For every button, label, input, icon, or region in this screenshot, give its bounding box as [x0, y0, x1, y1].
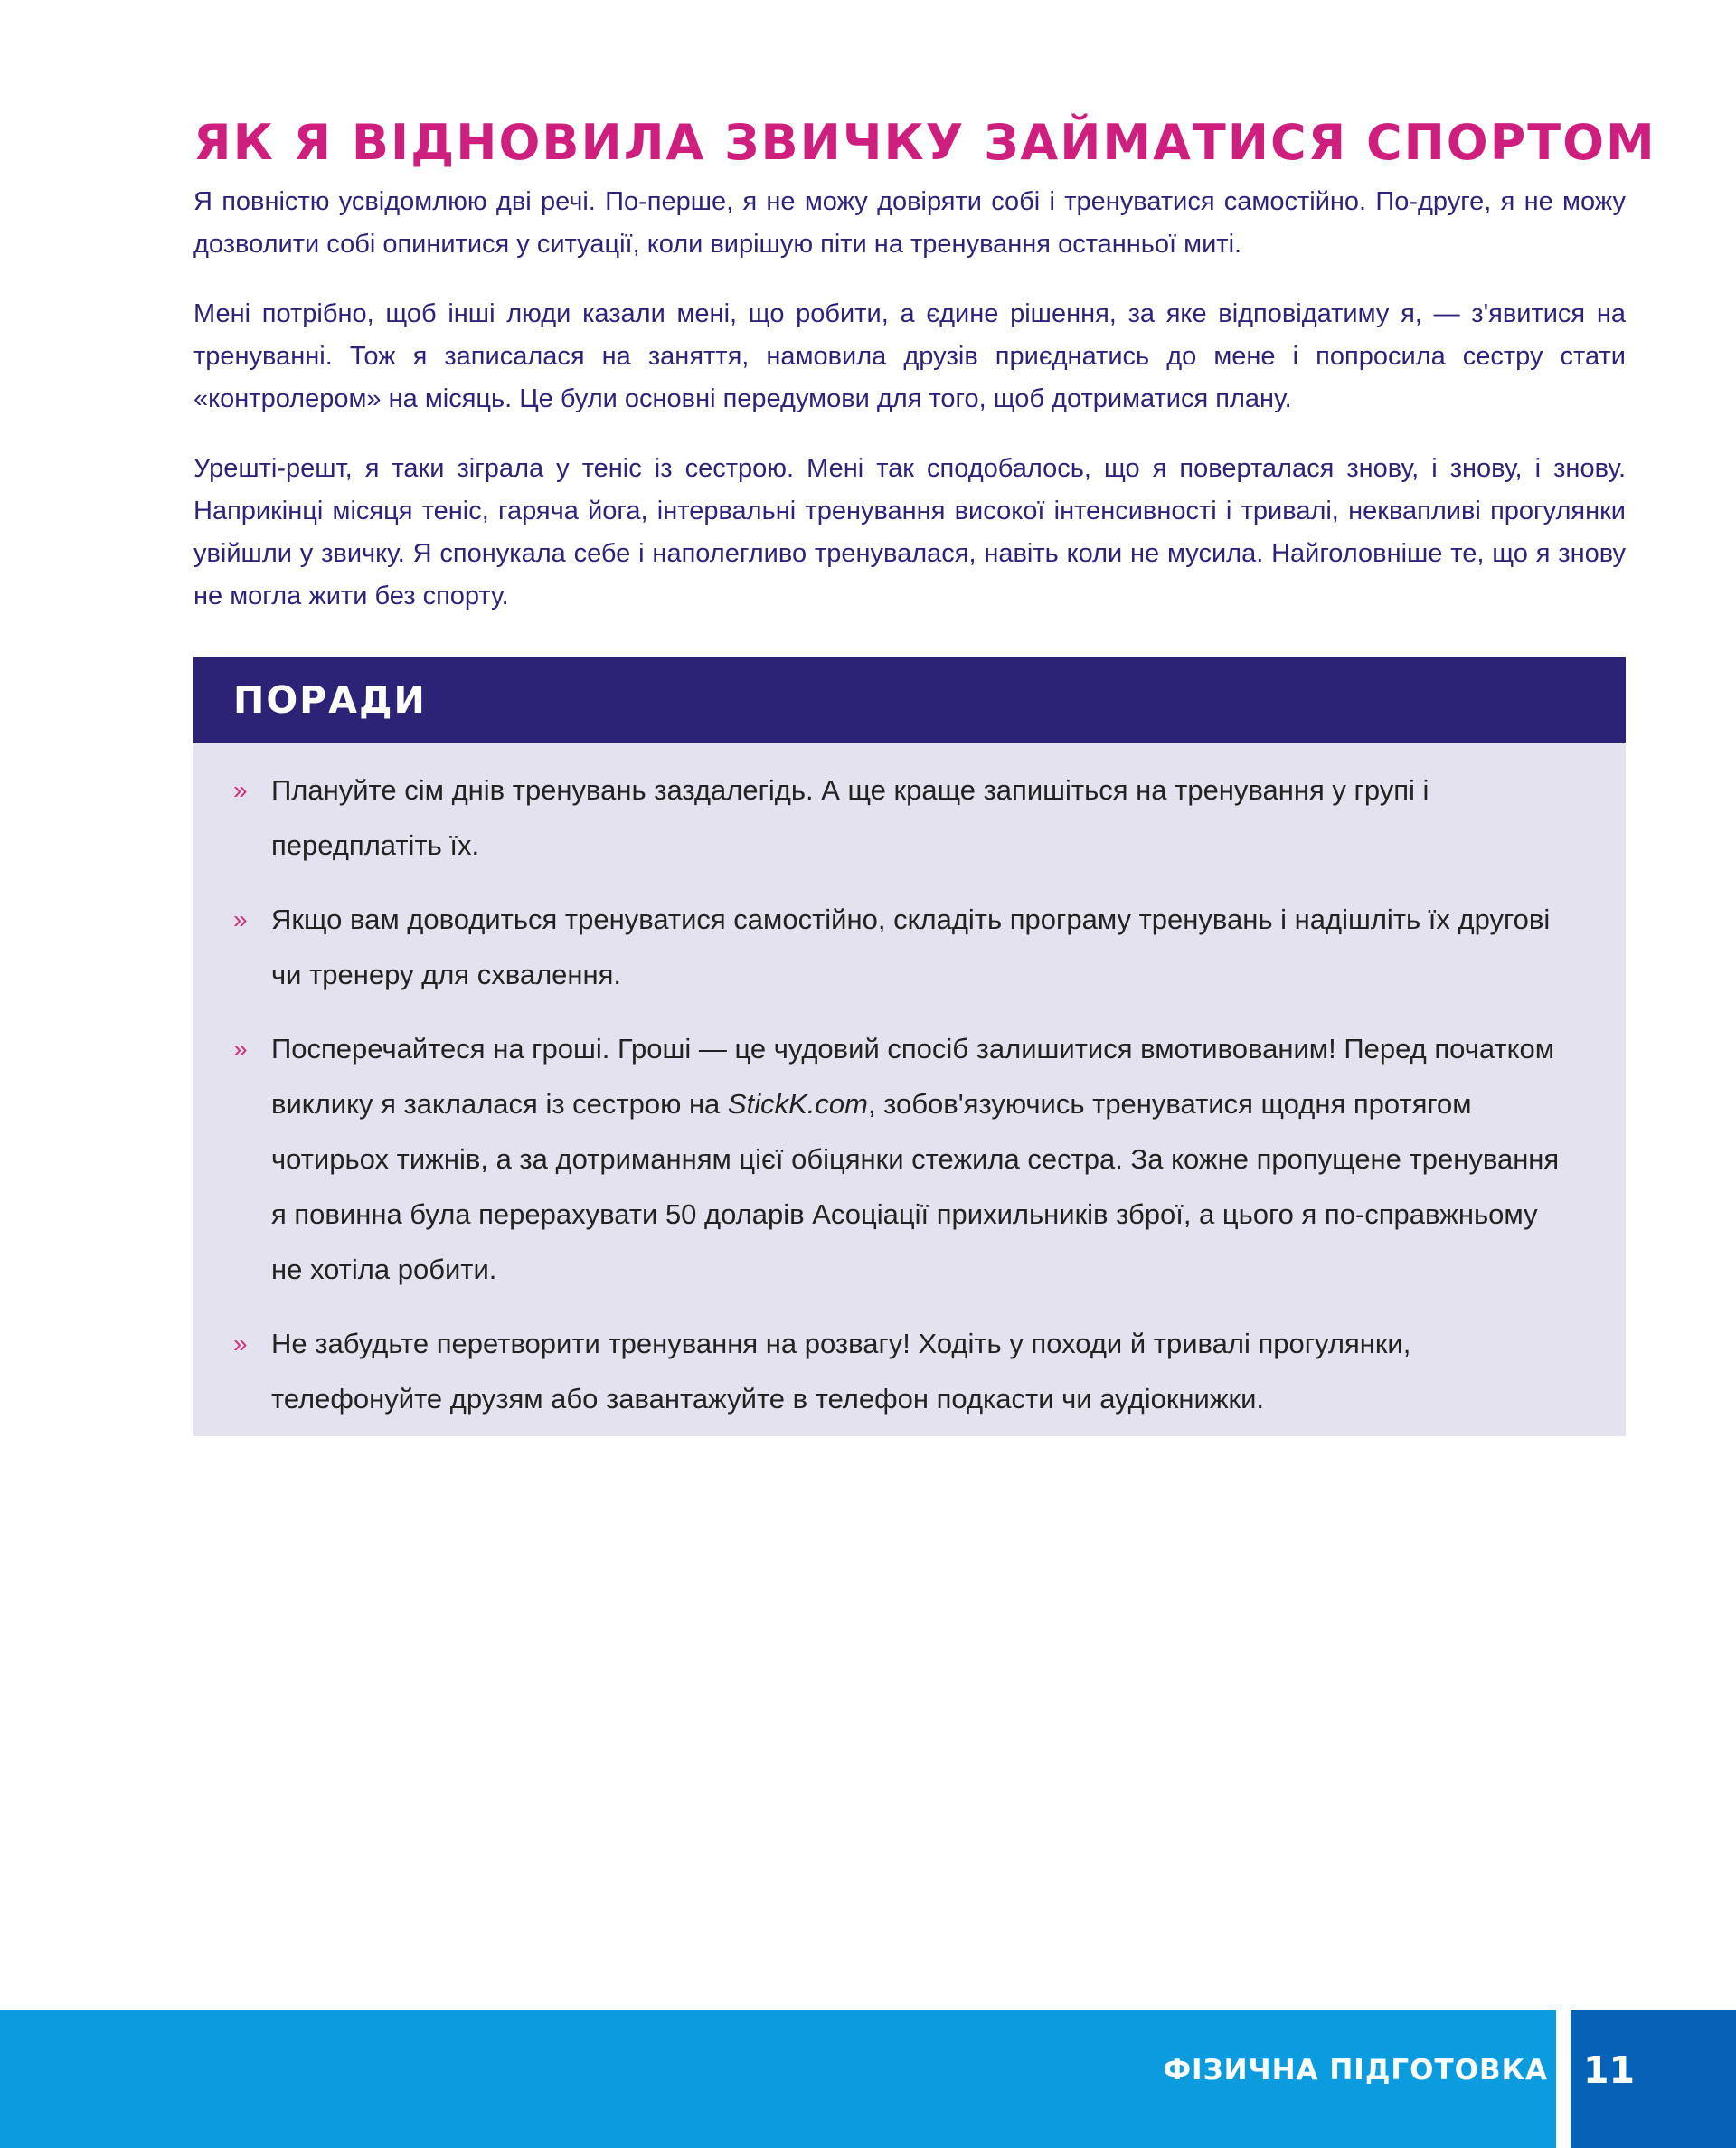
- tips-list: [193, 743, 1626, 1426]
- page-number-box: [1571, 2010, 1736, 2148]
- chevron-right-icon: »: [233, 1035, 248, 1063]
- tip-text-end: , зобов'язуючись тренуватися щодня протягом чотирьох тижнів, а за дотриманням цієї обіцянки стежила сестра. За кожне пропущене тренування я повинна була перерахувати 50 доларів Асоціації прихильників зброї, а цього я по-справжньому не хотіла робити.: [271, 1088, 1560, 1285]
- chevron-right-icon: »: [233, 776, 248, 804]
- chevron-right-icon: »: [233, 905, 248, 933]
- tips-title: ПОРАДИ: [233, 677, 427, 722]
- tip-item: [233, 892, 1590, 1002]
- website-name: StickK.com: [727, 1088, 868, 1120]
- tips-box: [193, 657, 1626, 1436]
- intro-text: [193, 181, 1626, 645]
- tip-text: Якщо вам доводиться тренуватися самостійно, складіть програму тренувань і надішліть їх другові чи тренеру для схвалення.: [271, 904, 1551, 990]
- tips-header: [193, 657, 1626, 743]
- page-footer: [0, 2010, 1736, 2148]
- chevron-right-icon: »: [233, 1329, 248, 1358]
- tip-item: [233, 1316, 1590, 1426]
- intro-paragraph-2: Мені потрібно, щоб інші люди казали мені, що робити, а єдине рішення, за яке відповідатиму я, — з'явитися на тренуванні. Тож я записалася на заняття, намовила друзів приєднатись до мене і попросила сестру стати «контролером» на місяць. Це були основні передумови для того, щоб дотриматися плану.: [193, 299, 1626, 413]
- tip-text: Плануйте сім днів тренувань заздалегідь. А ще краще запишіться на тренування у групі і передплатіть їх.: [271, 774, 1429, 861]
- tip-text-start: Посперечайтеся на гроші. Гроші — це чудовий спосіб залишитися вмотивованим! Перед початком виклику я заклалася із сестрою на: [271, 1033, 1555, 1120]
- intro-paragraph-3: Урешті-решт, я таки зіграла у теніс із сестрою. Мені так сподобалось, що я поверталася знову, і знову, і знову. Наприкінці місяця теніс, гаряча йога, інтервальні тренування високої інтенсивності і тривалі, неквапливі прогулянки увійшли у звичку. Я спонукала себе і наполегливо тренувалася, навіть коли не мусила. Найголовніше те, що я знову не могла жити без спорту.: [193, 454, 1626, 610]
- tip-text: Не забудьте перетворити тренування на розвагу! Ходіть у походи й тривалі прогулянки, телефонуйте друзям або завантажуйте в телефон подкасти чи аудіокнижки.: [271, 1328, 1411, 1415]
- footer-divider: [1556, 2010, 1571, 2148]
- footer-section-label: ФІЗИЧНА ПІДГОТОВКА: [1163, 2054, 1548, 2086]
- page-heading: ЯК Я ВІДНОВИЛА ЗВИЧКУ ЗАЙМАТИСЯ СПОРТОМ: [193, 114, 1656, 171]
- intro-paragraph-1: Я повністю усвідомлюю дві речі. По-перше, я не можу довіряти собі і тренуватися самостійно. По-друге, я не можу дозволити собі опинитися у ситуації, коли вирішую піти на тренування останньої миті.: [193, 187, 1626, 259]
- tip-text: [271, 1021, 1573, 1297]
- tip-item: [233, 762, 1590, 873]
- page-number: 11: [1583, 2049, 1636, 2092]
- tip-item: [233, 1021, 1590, 1297]
